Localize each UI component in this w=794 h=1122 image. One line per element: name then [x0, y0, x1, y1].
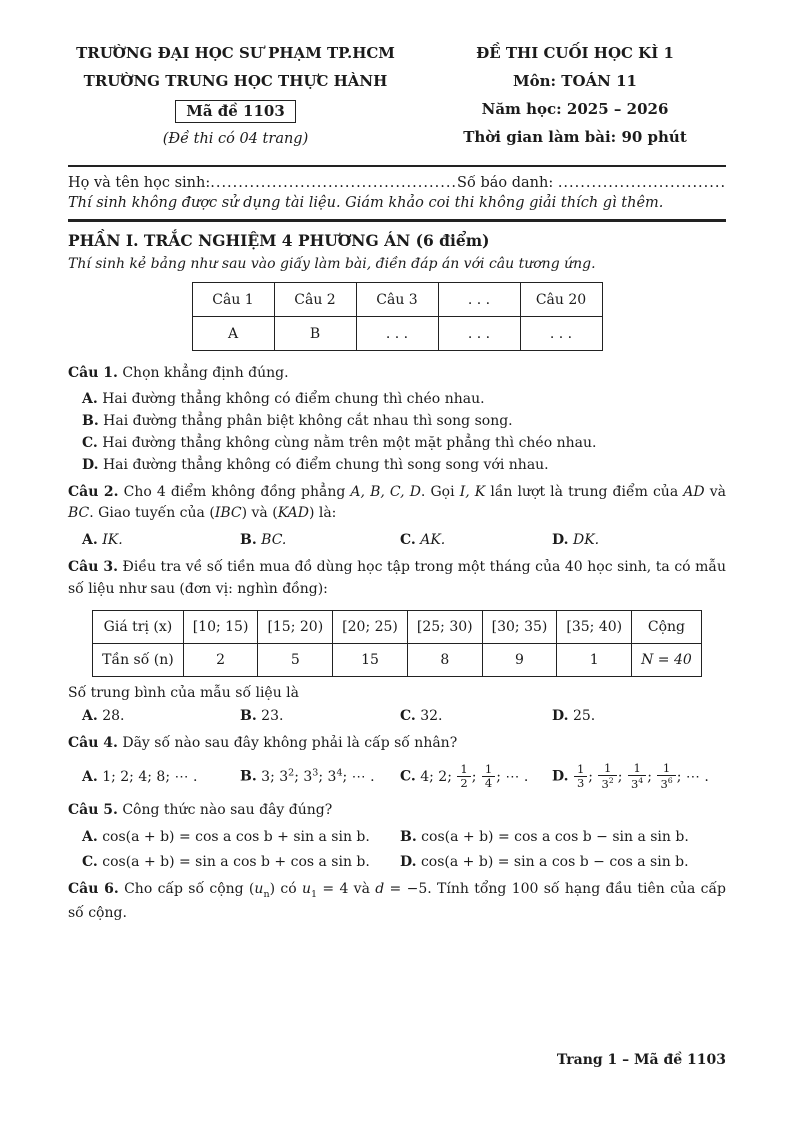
q2-option-c: [400, 532, 552, 548]
interval-cell: [25; 30): [407, 611, 482, 644]
option-label: C.: [400, 768, 416, 785]
answer-grid-header-cell: Câu 2: [274, 283, 356, 317]
option-text: cos(a + b) = sin a cos b − cos a sin b.: [420, 854, 689, 871]
subscript: 1: [311, 888, 318, 900]
option-text: AK.: [420, 532, 446, 549]
divider-main: [68, 219, 726, 222]
exponent: 2: [288, 767, 295, 779]
option-label: A.: [82, 829, 98, 846]
q3-label: Câu 3.: [68, 559, 118, 576]
row-label-cell: Giá trị (x): [93, 611, 184, 644]
answer-grid-answer-cell: . . .: [438, 317, 520, 351]
option-label: B.: [82, 412, 99, 429]
fraction: [457, 763, 470, 790]
option-text: [261, 769, 374, 785]
text-run: ) có: [269, 881, 302, 898]
text-run: 3; 3: [261, 768, 289, 785]
answer-grid-header-cell: Câu 20: [520, 283, 602, 317]
q4-option-c: [400, 763, 552, 790]
math-var: KAD: [277, 505, 309, 522]
question-2: [68, 482, 726, 548]
question-6: [68, 879, 726, 924]
text-run: ;: [471, 768, 481, 785]
interval-cell: [35; 40): [557, 611, 632, 644]
text-run: ; ⋯ .: [342, 768, 375, 785]
q4-stem-text: Dãy số nào sau đây không phải là cấp số nhân?: [122, 735, 458, 752]
text-run: lần lượt là trung điểm của: [485, 483, 684, 500]
answer-grid-answer-cell: . . .: [356, 317, 438, 351]
interval-cell: [20; 25): [333, 611, 408, 644]
option-text: Hai đường thẳng không cùng nằm trên một mặt phẳng thì chéo nhau.: [102, 434, 597, 451]
q1-option-a: [68, 391, 726, 407]
option-label: D.: [552, 532, 569, 549]
option-label: C.: [82, 854, 98, 871]
part1-title: PHẦN I. TRẮC NGHIỆM 4 PHƯƠNG ÁN (6 điểm): [68, 231, 490, 250]
text-run: Cho cấp số cộng (: [124, 881, 255, 898]
interval-cell: [10; 15): [183, 611, 258, 644]
option-text: 32.: [420, 708, 443, 725]
fraction: [628, 762, 646, 791]
interval-cell: [15; 20): [258, 611, 333, 644]
question-4: [68, 733, 726, 791]
q3-stem: [68, 557, 726, 600]
option-label: C.: [82, 434, 98, 451]
text-run: . Giao tuyến của (: [89, 505, 215, 522]
option-label: B.: [240, 768, 257, 785]
q1-option-b: [68, 413, 726, 429]
option-text: IK.: [102, 532, 123, 549]
option-label: A.: [82, 708, 98, 725]
q2-label: Câu 2.: [68, 483, 119, 500]
q5-options: [68, 829, 726, 870]
fraction: [574, 763, 587, 790]
q4-label: Câu 4.: [68, 735, 118, 752]
q5-stem-text: Công thức nào sau đây đúng?: [122, 802, 333, 819]
option-label: A.: [82, 768, 98, 785]
q4-stem: [68, 733, 726, 755]
exponent: 4: [638, 776, 644, 786]
math-var: u: [254, 881, 264, 898]
q2-stem-text: [68, 484, 726, 522]
q2-options: [68, 532, 726, 548]
fraction-denominator: 2: [457, 776, 470, 790]
fraction-numerator: 1: [662, 761, 671, 776]
q4-options: [68, 762, 726, 791]
row-label-cell: Tần số (n): [93, 644, 184, 677]
fraction: [657, 762, 675, 791]
part1-instruction: Thí sinh kẻ bảng như sau vào giấy làm bài, điền đáp án với câu tương ứng.: [68, 256, 596, 272]
frequency-cell: 1: [557, 644, 632, 677]
text-run: = 4 và: [317, 881, 376, 898]
q2-stem: [68, 482, 726, 525]
fraction-denominator: [628, 775, 646, 791]
exponent: 6: [667, 776, 673, 786]
text-run: Cho 4 điểm không đồng phẳng: [123, 483, 351, 500]
q3-post-text: Số trung bình của mẫu số liệu là: [68, 685, 299, 702]
fraction-numerator: 1: [576, 762, 585, 777]
pages-note: (Đề thi có 04 trang): [162, 131, 309, 147]
math-var: IBC: [214, 505, 242, 522]
option-text: cos(a + b) = cos a cos b − sin a sin b.: [421, 829, 689, 846]
interval-cell: [30; 35): [482, 611, 557, 644]
exam-title: ĐỀ THI CUỐI HỌC KÌ 1: [476, 44, 674, 62]
frequency-cell: 8: [407, 644, 482, 677]
student-name-label: Họ và tên học sinh:: [68, 175, 211, 191]
text-run: ; ⋯ .: [496, 768, 529, 785]
divider-top: [68, 165, 726, 167]
option-label: B.: [240, 532, 257, 549]
q3-option-c: [400, 708, 552, 724]
exam-header: [68, 44, 726, 156]
option-text: cos(a + b) = sin a cos b + cos a sin b.: [102, 854, 370, 871]
math-var: AD: [683, 483, 705, 500]
q2-option-b: [240, 532, 400, 548]
school-name: TRƯỜNG TRUNG HỌC THỰC HÀNH: [83, 72, 388, 90]
option-text: Hai đường thẳng không có điểm chung thì song song với nhau.: [102, 456, 549, 473]
option-text: 28.: [102, 708, 125, 725]
exponent: 3: [312, 767, 319, 779]
option-text: cos(a + b) = cos a cos b + sin a sin b.: [102, 829, 370, 846]
fraction-numerator: 1: [633, 761, 641, 776]
student-id-blank: ..............................: [557, 175, 726, 191]
q4-option-b: [240, 767, 400, 785]
text-run: ; ⋯ .: [676, 768, 709, 785]
option-label: A.: [82, 390, 98, 407]
text-run: 4; 2;: [420, 768, 457, 785]
exam-subject: Môn: TOÁN 11: [513, 72, 637, 90]
option-text: Hai đường thẳng phân biệt không cắt nhau thì song song.: [103, 412, 513, 429]
exam-code-row: [68, 100, 403, 131]
math-var: I, K: [459, 483, 486, 500]
answer-grid-header-cell: Câu 1: [192, 283, 274, 317]
q5-option-b: [400, 829, 726, 845]
q6-stem-text: [68, 881, 726, 921]
option-label: C.: [400, 532, 416, 549]
total-value-cell: N = 40: [632, 644, 702, 677]
exam-meta-block: [430, 44, 720, 156]
question-5: [68, 800, 726, 870]
q4-option-d: [552, 762, 726, 791]
fraction-denominator: 3: [574, 776, 587, 790]
text-run: ;: [647, 768, 657, 785]
text-run: ;: [588, 768, 598, 785]
option-label: C.: [400, 708, 416, 725]
frequency-cell: 5: [258, 644, 333, 677]
math-var: BC: [68, 505, 90, 522]
q4-option-a: [82, 769, 240, 785]
answer-grid-header-row: [192, 283, 602, 317]
answer-grid-answer-cell: B: [274, 317, 356, 351]
option-text: DK.: [572, 532, 600, 549]
student-name-blank: ............................................: [210, 175, 458, 191]
answer-grid-answer-cell: A: [192, 317, 274, 351]
q5-label: Câu 5.: [68, 802, 118, 819]
q2-option-a: [82, 532, 240, 548]
q1-label: Câu 1.: [68, 365, 118, 381]
frequency-table-counts-row: [93, 644, 702, 677]
option-label: D.: [400, 854, 417, 871]
text-run: = −5. Tính tổng 100 số hạng đầu tiên của cấp số cộng.: [68, 881, 727, 921]
answer-grid-answer-cell: . . .: [520, 317, 602, 351]
answer-grid-table: [192, 282, 603, 351]
text-run: ) là:: [308, 505, 337, 522]
q1-options: [68, 391, 726, 473]
fraction: [598, 762, 616, 791]
text-run: ) và (: [241, 505, 278, 522]
option-label: D.: [552, 708, 569, 725]
page-footer: Trang 1 – Mã đề 1103: [556, 1052, 726, 1068]
exponent: 2: [608, 776, 614, 786]
option-text: [573, 761, 709, 792]
option-text: 1; 2; 4; 8; ⋯ .: [102, 768, 198, 785]
fraction-numerator: 1: [460, 762, 468, 777]
option-label: A.: [82, 532, 98, 549]
fraction-denominator: 4: [482, 776, 495, 790]
student-info-line: [68, 175, 726, 191]
question-3: [68, 557, 726, 724]
text-run: ;: [617, 768, 627, 785]
option-text: Hai đường thẳng không có điểm chung thì chéo nhau.: [102, 390, 485, 407]
q5-option-a: [82, 829, 400, 845]
answer-grid-header-cell: Câu 3: [356, 283, 438, 317]
frequency-cell: 15: [333, 644, 408, 677]
school-year: Năm học: 2025 – 2026: [481, 100, 669, 118]
exponent: 4: [336, 767, 343, 779]
q3-option-b: [240, 708, 400, 724]
fraction-denominator: [598, 775, 616, 791]
q5-option-d: [400, 854, 726, 870]
math-var: A, B, C, D: [350, 483, 421, 500]
q6-label: Câu 6.: [68, 881, 119, 898]
math-var: d: [375, 881, 385, 898]
q1-option-d: [68, 457, 726, 473]
student-id-label: Số báo danh:: [457, 175, 554, 191]
fraction-denominator: [657, 775, 675, 791]
q5-stem: [68, 800, 726, 822]
text-run: ; 3: [294, 768, 313, 785]
text-run: ; 3: [318, 768, 337, 785]
q1-stem: [68, 363, 726, 385]
exam-duration: Thời gian làm bài: 90 phút: [463, 128, 687, 146]
den-base: 3: [601, 777, 609, 792]
text-run: và: [704, 483, 726, 500]
frequency-table: [92, 610, 702, 677]
option-text: [420, 762, 529, 791]
answer-grid-header-cell: . . .: [438, 283, 520, 317]
option-label: B.: [400, 829, 417, 846]
option-text: 23.: [261, 708, 284, 725]
q6-stem: [68, 879, 726, 924]
math-var: u: [301, 881, 311, 898]
total-label-cell: Cộng: [632, 611, 702, 644]
fraction-numerator: 1: [484, 762, 493, 777]
school-block: [68, 44, 403, 147]
q5-option-c: [82, 854, 400, 870]
fraction: [482, 763, 495, 790]
exam-code-badge: Mã đề 1103: [175, 100, 296, 123]
option-label: D.: [552, 768, 569, 785]
frequency-cell: 9: [482, 644, 557, 677]
q3-options: [68, 708, 726, 724]
question-1: [68, 363, 726, 473]
university-name: TRƯỜNG ĐẠI HỌC SƯ PHẠM TP.HCM: [76, 44, 395, 62]
q1-option-c: [68, 435, 726, 451]
q2-option-d: [552, 532, 726, 548]
option-label: B.: [240, 708, 257, 725]
subscript: n: [263, 888, 270, 900]
frequency-table-values-row: [93, 611, 702, 644]
option-text: BC.: [261, 532, 287, 549]
fraction-numerator: 1: [603, 761, 612, 776]
answer-grid-answer-row: [192, 317, 602, 351]
option-label: D.: [82, 456, 99, 473]
q1-stem-text: Chọn khẳng định đúng.: [122, 365, 289, 381]
exam-rules-note: Thí sinh không được sử dụng tài liệu. Giám khảo coi thi không giải thích gì thêm.: [68, 195, 664, 211]
q3-stem-text: Điều tra về số tiền mua đồ dùng học tập trong một tháng của 40 học sinh, ta có mẫu số liệu như sau (đơn vị: nghìn đồng):: [68, 559, 727, 597]
option-text: 25.: [572, 708, 596, 725]
q3-option-a: [82, 708, 240, 724]
den-base: 3: [660, 777, 668, 792]
frequency-cell: 2: [183, 644, 258, 677]
text-run: . Gọi: [420, 483, 460, 500]
den-base: 3: [630, 777, 639, 792]
q3-option-d: [552, 708, 726, 724]
